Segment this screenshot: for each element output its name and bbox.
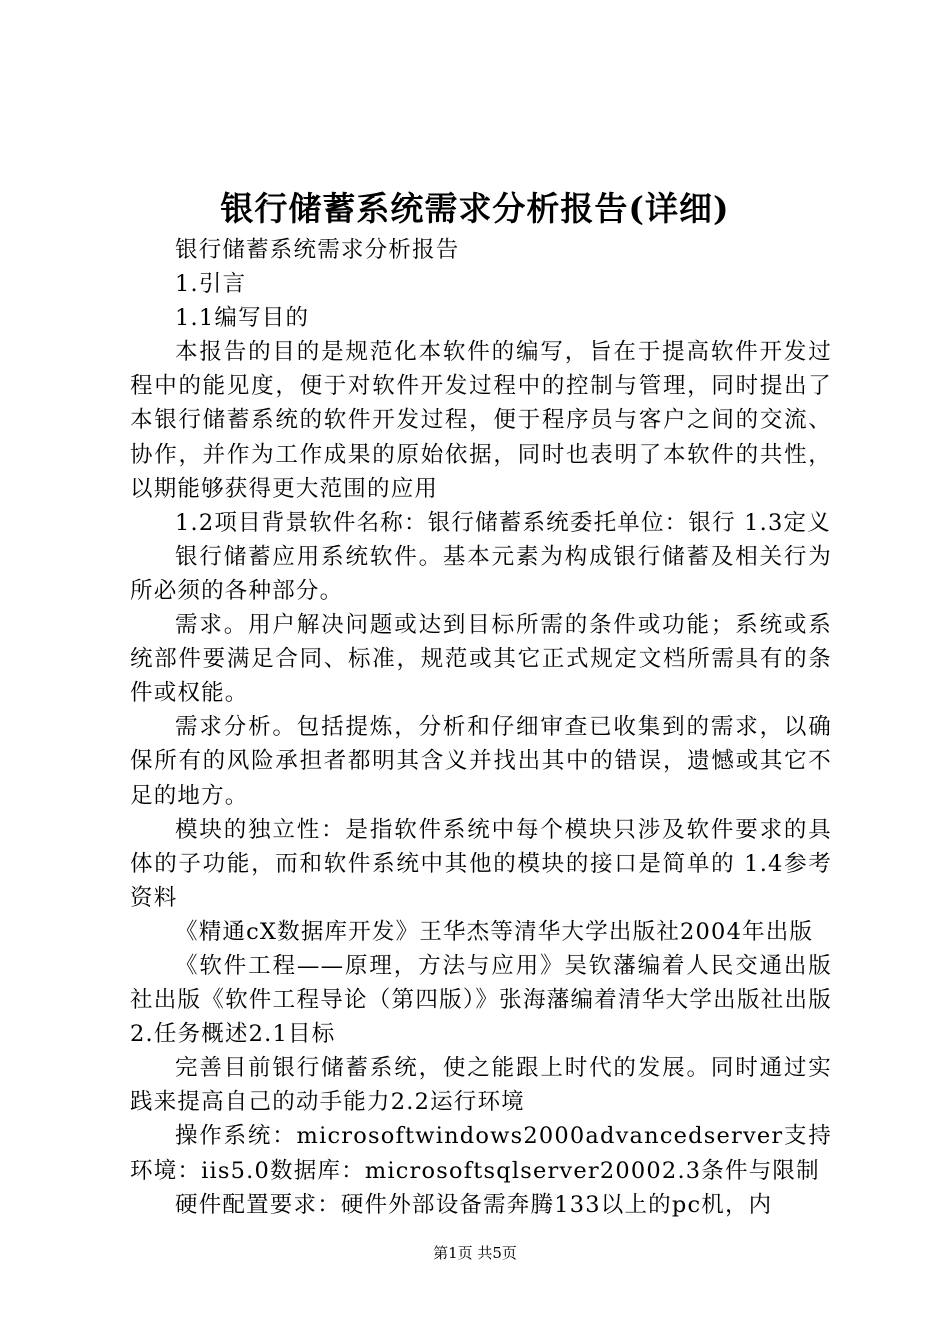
paragraph-heading-purpose: 1.1编写目的 (175, 305, 310, 332)
page-footer: 第1页 共5页 (433, 1244, 517, 1262)
paragraph-background: 1.2项目背景软件名称：银行储蓄系统委托单位：银行 1.3定义 (175, 509, 831, 536)
paragraph-reference-1: 《精通cX数据库开发》王华杰等清华大学出版社2004年出版 (175, 918, 814, 945)
paragraph-module-independence: 模块的独立性：是指软件系统中每个模块只涉及软件要求的具体的子功能，而和软件系统中其他的模块的接口是简单的 1.4参考资料 (130, 816, 832, 911)
document-title: 银行储蓄系统需求分析报告(详细) (220, 189, 730, 228)
paragraph-definition-system: 银行储蓄应用系统软件。基本元素为构成银行储蓄及相关行为所必须的各种部分。 (130, 543, 832, 604)
paragraph-goal: 完善目前银行储蓄系统，使之能跟上时代的发展。同时通过实践来提高自己的动手能力2.2运行环境 (130, 1055, 832, 1116)
paragraph-report-name: 银行储蓄系统需求分析报告 (175, 237, 460, 263)
document-body (130, 233, 832, 1222)
paragraph-definition-analysis: 需求分析。包括提炼，分析和仔细审查已收集到的需求，以确保所有的风险承担者都明其含义并找出其中的错误，遗憾或其它不足的地方。 (130, 714, 832, 809)
paragraph-hardware: 硬件配置要求：硬件外部设备需奔腾133以上的pc机，内 (175, 1191, 773, 1218)
paragraph-heading-intro: 1.引言 (175, 271, 247, 298)
paragraph-purpose: 本报告的目的是规范化本软件的编写，旨在于提高软件开发过程中的能见度，便于对软件开发过程中的控制与管理，同时提出了本银行储蓄系统的软件开发过程，便于程序员与客户之间的交流、协作，并作为工作成果的原始依据，同时也表明了本软件的共性，以期能够获得更大范围的应用 (130, 339, 832, 502)
paragraph-definition-requirement: 需求。用户解决问题或达到目标所需的条件或功能；系统或系统部件要满足合同、标准，规范或其它正式规定文档所需具有的条件或权能。 (130, 612, 832, 707)
paragraph-environment: 操作系统：microsoftwindows2000advancedserver支持环境：iis5.0数据库：microsoftsqlserver20002.3条件与限制 (130, 1123, 832, 1184)
paragraph-reference-2: 《软件工程——原理，方法与应用》吴钦藩编着人民交通出版社出版《软件工程导论（第四版）》张海藩编着清华大学出版社出版2.任务概述2.1目标 (130, 952, 832, 1048)
